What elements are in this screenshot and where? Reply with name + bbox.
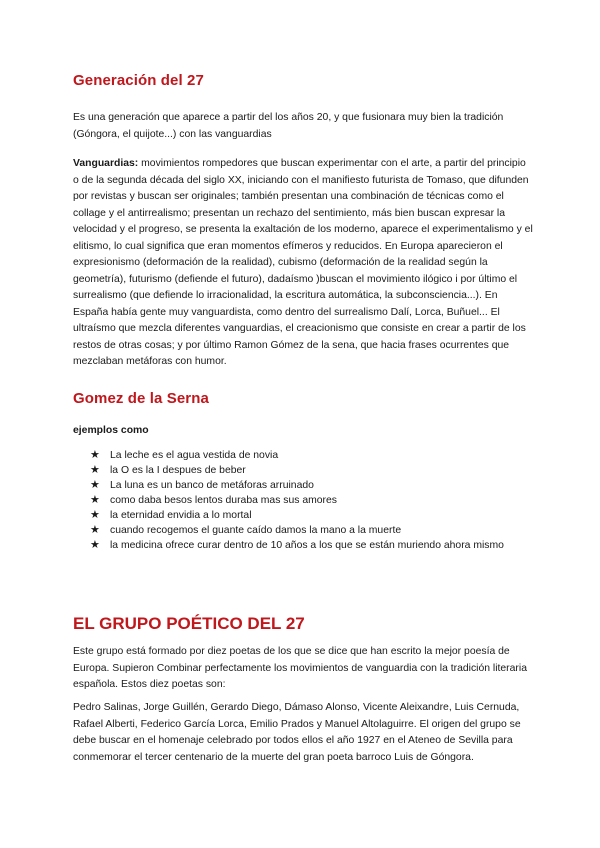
star-bullet-icon: ★ <box>90 479 100 491</box>
list-item-text: como daba besos lentos duraba mas sus amores <box>110 495 337 506</box>
vanguardias-label: Vanguardias: <box>73 158 139 169</box>
list-item-text: la medicina ofrece curar dentro de 10 años a los que se están muriendo ahora mismo <box>110 540 504 551</box>
list-item <box>90 508 510 523</box>
vanguardias-paragraph <box>73 156 533 371</box>
list-item-text: La leche es el agua vestida de novia <box>110 450 279 461</box>
list-item-text: La luna es un banco de metáforas arruinado <box>110 480 314 491</box>
examples-label: ejemplos como <box>73 425 149 436</box>
grupo-paragraph-1: Este grupo está formado por diez poetas de los que se dice que han escrito la mejor poesía de Europa. Supieron Combinar perfectamente los movimientos de vanguardia con la tradición literaria española. Estos diez poetas son: <box>73 646 527 690</box>
section-title-gomez: Gomez de la Serna <box>73 390 209 407</box>
list-item <box>90 538 510 553</box>
list-item <box>90 463 510 478</box>
list-item <box>90 523 510 538</box>
star-bullet-icon: ★ <box>90 494 100 506</box>
list-item <box>90 478 510 493</box>
list-item-text: la eternidad envidia a lo mortal <box>110 510 252 521</box>
vanguardias-text: movimientos rompedores que buscan experimentar con el arte, a partir del principio o de la segunda década del siglo XX, iniciando con el manifiesto futurista de Tomaso, que difunden por revistas y buscan ser originales; también presentan una combinación de técnicas como el collage y el antirrealismo; presentan un rechazo del sentimiento, más bien buscan expresar la velocidad y el progreso, se presenta la exaltación de los moderno, aparece el experimentalismo y el elitismo, lo cual significa que eran momentos efímeros y reducidos. En Europa aparecieron el expresionismo (deformación de la realidad), cubismo (deformación de la realidad según la geometría), futurismo (defiende el futuro), dadaísmo )buscan el movimiento ilógico i por último el surrealismo (que defiende lo irracionalidad, la escritura automática, la subconsciencia...). En España había gente muy vanguardista, como dentro del surrealismo Dalí, Lorca, Buñuel... El ultraísmo que mezcla diferentes vanguardias, el creacionismo que consiste en crear a partir de los restos de otras cosas; y por último Ramon Gómez de la sena, que hacia frases ocurrentes que mezclaban metáforas con humor. <box>73 158 533 367</box>
list-item <box>90 493 510 508</box>
list-item-text: cuando recogemos el guante caído damos la mano a la muerte <box>110 525 402 536</box>
section-title-grupo: EL GRUPO POÉTICO DEL 27 <box>73 614 305 633</box>
intro-paragraph: Es una generación que aparece a partir del los años 20, y que fusionara muy bien la tradición (Góngora, el quijote...) con las vanguardias <box>73 112 504 140</box>
list-item <box>90 448 510 463</box>
grupo-paragraph-2: Pedro Salinas, Jorge Guillén, Gerardo Diego, Dámaso Alonso, Vicente Aleixandre, Luis Cernuda, Rafael Alberti, Federico García Lorca, Emilio Prados y Manuel Altolaguirre. El origen del grupo se debe buscar en el homenaje celebrado por todos ellos el año 1927 en el Ateneo de Sevilla para conmemorar el tercer centenario de la muerte del gran poeta barroco Luis de Góngora. <box>73 702 521 763</box>
section-title-generacion: Generación del 27 <box>73 72 204 89</box>
list-item-text: la O es la I despues de beber <box>110 465 246 476</box>
star-bullet-icon: ★ <box>90 449 100 461</box>
star-bullet-icon: ★ <box>90 539 100 551</box>
star-bullet-icon: ★ <box>90 509 100 521</box>
star-bullet-icon: ★ <box>90 524 100 536</box>
examples-list <box>90 448 510 553</box>
star-bullet-icon: ★ <box>90 464 100 476</box>
